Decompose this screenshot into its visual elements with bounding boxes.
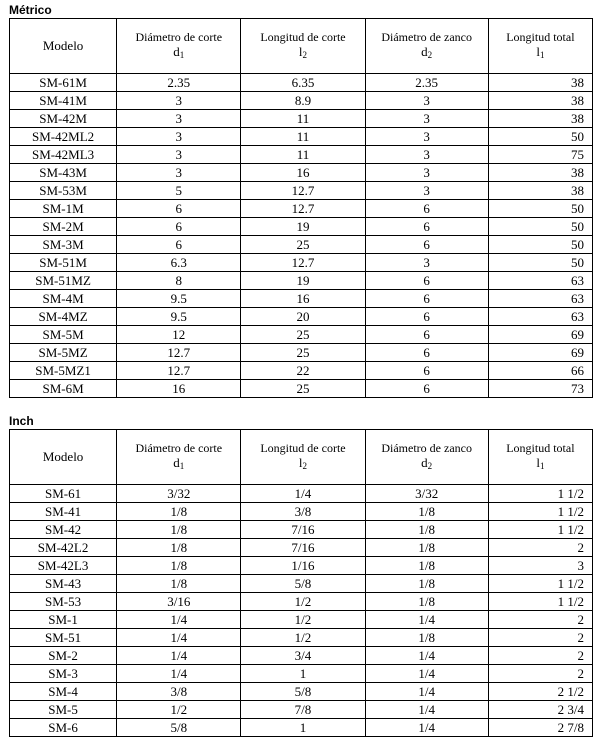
- cell-cut-diameter: 8: [117, 272, 241, 290]
- table-row: [10, 683, 593, 701]
- cell-total-length: 63: [488, 272, 592, 290]
- cell-shank-diameter: 6: [365, 218, 488, 236]
- table-row: [10, 362, 593, 380]
- cell-shank-diameter: 6: [365, 236, 488, 254]
- cell-cut-diameter: 3/8: [117, 683, 241, 701]
- cell-model: SM-2M: [10, 218, 117, 236]
- cell-shank-diameter: 1/8: [365, 521, 488, 539]
- inch-header-row: [10, 430, 593, 485]
- cell-total-length: 1 1/2: [488, 575, 592, 593]
- table-row: [10, 719, 593, 737]
- header-cut-diameter-label: Diámetro de corte: [135, 29, 223, 44]
- cell-model: SM-41: [10, 503, 117, 521]
- header-total-length-label: Longitud total: [506, 29, 575, 44]
- cell-total-length: 2 3/4: [488, 701, 592, 719]
- table-row: [10, 326, 593, 344]
- header-cut-length-label: Longitud de corte: [260, 29, 346, 44]
- cell-cut-diameter: 1/8: [117, 539, 241, 557]
- cell-model: SM-42: [10, 521, 117, 539]
- table-row: [10, 110, 593, 128]
- cell-cut-diameter: 6.3: [117, 254, 241, 272]
- cell-model: SM-4MZ: [10, 308, 117, 326]
- cell-cut-diameter: 1/4: [117, 665, 241, 683]
- cell-model: SM-41M: [10, 92, 117, 110]
- cell-model: SM-42L2: [10, 539, 117, 557]
- table-row: [10, 344, 593, 362]
- cell-shank-diameter: 1/4: [365, 683, 488, 701]
- cell-model: SM-2: [10, 647, 117, 665]
- cell-model: SM-5MZ: [10, 344, 117, 362]
- metric-table: [9, 18, 593, 398]
- cell-shank-diameter: 1/8: [365, 593, 488, 611]
- header-cut-length-subscript: 2: [302, 49, 308, 60]
- cell-shank-diameter: 6: [365, 200, 488, 218]
- table-row: [10, 575, 593, 593]
- header-cut-diameter-symbol: d: [173, 43, 180, 59]
- cell-total-length: 2: [488, 611, 592, 629]
- cell-cut-length: 22: [241, 362, 365, 380]
- header-total-length-subscript: 1: [539, 49, 545, 60]
- cell-shank-diameter: 3: [365, 164, 488, 182]
- header-cut-diameter: [117, 19, 241, 74]
- cell-model: SM-42ML2: [10, 128, 117, 146]
- header-shank-diameter: [365, 19, 488, 74]
- header-cut-diameter-symbol: d: [173, 454, 180, 470]
- cell-shank-diameter: 1/8: [365, 503, 488, 521]
- header-model: Modelo: [10, 430, 117, 485]
- cell-cut-length: 5/8: [241, 575, 365, 593]
- cell-shank-diameter: 1/4: [365, 665, 488, 683]
- cell-shank-diameter: 3: [365, 128, 488, 146]
- table-row: [10, 665, 593, 683]
- cell-model: SM-53M: [10, 182, 117, 200]
- table-row: [10, 629, 593, 647]
- cell-model: SM-51M: [10, 254, 117, 272]
- header-cut-length-symbol: l: [298, 454, 303, 470]
- cell-cut-diameter: 3: [117, 92, 241, 110]
- cell-total-length: 2 1/2: [488, 683, 592, 701]
- cell-cut-diameter: 2.35: [117, 74, 241, 92]
- cell-cut-length: 25: [241, 344, 365, 362]
- cell-cut-diameter: 1/4: [117, 647, 241, 665]
- cell-cut-diameter: 1/8: [117, 521, 241, 539]
- cell-shank-diameter: 1/8: [365, 557, 488, 575]
- cell-model: SM-4M: [10, 290, 117, 308]
- header-shank-diameter: [365, 430, 488, 485]
- metric-header-row: [10, 19, 593, 74]
- header-total-length: [488, 19, 592, 74]
- cell-cut-length: 16: [241, 164, 365, 182]
- header-cut-diameter-subscript: 1: [179, 460, 185, 471]
- cell-total-length: 2: [488, 647, 592, 665]
- cell-shank-diameter: 1/8: [365, 629, 488, 647]
- cell-cut-length: 1: [241, 665, 365, 683]
- cell-model: SM-4: [10, 683, 117, 701]
- cell-shank-diameter: 3: [365, 92, 488, 110]
- cell-cut-length: 1/2: [241, 629, 365, 647]
- cell-cut-length: 1/16: [241, 557, 365, 575]
- header-model: Modelo: [10, 19, 117, 74]
- header-total-length-symbol: l: [536, 454, 540, 470]
- cell-total-length: 3: [488, 557, 592, 575]
- header-cut-length: [241, 430, 365, 485]
- cell-cut-diameter: 1/2: [117, 701, 241, 719]
- cell-total-length: 2: [488, 539, 592, 557]
- cell-shank-diameter: 1/4: [365, 611, 488, 629]
- header-cut-diameter: [117, 430, 241, 485]
- cell-cut-length: 11: [241, 110, 365, 128]
- inch-title: Inch: [9, 414, 34, 428]
- cell-total-length: 1 1/2: [488, 593, 592, 611]
- table-row: [10, 485, 593, 503]
- header-shank-diameter-symbol: d: [421, 454, 428, 470]
- cell-shank-diameter: 6: [365, 290, 488, 308]
- cell-shank-diameter: 6: [365, 272, 488, 290]
- table-row: [10, 146, 593, 164]
- cell-cut-diameter: 1/4: [117, 611, 241, 629]
- table-row: [10, 128, 593, 146]
- table-row: [10, 236, 593, 254]
- cell-cut-diameter: 12.7: [117, 362, 241, 380]
- header-cut-length-subscript: 2: [302, 460, 308, 471]
- cell-shank-diameter: 3/32: [365, 485, 488, 503]
- cell-shank-diameter: 6: [365, 326, 488, 344]
- table-row: [10, 254, 593, 272]
- cell-total-length: 1 1/2: [488, 485, 592, 503]
- table-row: [10, 557, 593, 575]
- cell-model: SM-5: [10, 701, 117, 719]
- cell-model: SM-42M: [10, 110, 117, 128]
- cell-cut-diameter: 12.7: [117, 344, 241, 362]
- table-row: [10, 503, 593, 521]
- cell-model: SM-42ML3: [10, 146, 117, 164]
- inch-body: [10, 485, 593, 737]
- table-row: [10, 539, 593, 557]
- cell-model: SM-5MZ1: [10, 362, 117, 380]
- cell-model: SM-43: [10, 575, 117, 593]
- table-row: [10, 701, 593, 719]
- cell-total-length: 73: [488, 380, 592, 398]
- cell-cut-length: 12.7: [241, 200, 365, 218]
- cell-cut-length: 3/4: [241, 647, 365, 665]
- table-row: [10, 593, 593, 611]
- cell-total-length: 2 7/8: [488, 719, 592, 737]
- cell-model: SM-1M: [10, 200, 117, 218]
- cell-shank-diameter: 1/4: [365, 701, 488, 719]
- cell-cut-diameter: 1/8: [117, 575, 241, 593]
- cell-shank-diameter: 3: [365, 182, 488, 200]
- metric-title: Métrico: [9, 3, 52, 17]
- cell-cut-length: 19: [241, 272, 365, 290]
- cell-shank-diameter: 6: [365, 380, 488, 398]
- cell-model: SM-61M: [10, 74, 117, 92]
- cell-shank-diameter: 3: [365, 110, 488, 128]
- cell-model: SM-3M: [10, 236, 117, 254]
- header-shank-diameter-subscript: 2: [427, 460, 433, 471]
- cell-cut-length: 12.7: [241, 182, 365, 200]
- inch-table: [9, 429, 593, 737]
- cell-shank-diameter: 1/8: [365, 575, 488, 593]
- table-row: [10, 164, 593, 182]
- cell-cut-length: 7/16: [241, 539, 365, 557]
- cell-cut-length: 25: [241, 236, 365, 254]
- cell-shank-diameter: 1/8: [365, 539, 488, 557]
- cell-cut-length: 11: [241, 128, 365, 146]
- cell-shank-diameter: 6: [365, 362, 488, 380]
- cell-shank-diameter: 3: [365, 146, 488, 164]
- cell-cut-length: 6.35: [241, 74, 365, 92]
- cell-shank-diameter: 6: [365, 308, 488, 326]
- cell-shank-diameter: 2.35: [365, 74, 488, 92]
- cell-cut-diameter: 1/8: [117, 503, 241, 521]
- table-row: [10, 74, 593, 92]
- cell-model: SM-51MZ: [10, 272, 117, 290]
- cell-total-length: 69: [488, 344, 592, 362]
- table-row: [10, 380, 593, 398]
- cell-cut-diameter: 3/32: [117, 485, 241, 503]
- cell-cut-length: 1/2: [241, 611, 365, 629]
- header-cut-length: [241, 19, 365, 74]
- cell-model: SM-5M: [10, 326, 117, 344]
- table-row: [10, 92, 593, 110]
- header-shank-diameter-label: Diámetro de zanco: [381, 440, 472, 455]
- cell-model: SM-6M: [10, 380, 117, 398]
- cell-total-length: 50: [488, 200, 592, 218]
- cell-cut-length: 3/8: [241, 503, 365, 521]
- cell-total-length: 50: [488, 236, 592, 254]
- cell-model: SM-42L3: [10, 557, 117, 575]
- table-row: [10, 182, 593, 200]
- cell-model: SM-6: [10, 719, 117, 737]
- cell-total-length: 38: [488, 110, 592, 128]
- header-total-length-subscript: 1: [539, 460, 545, 471]
- cell-total-length: 75: [488, 146, 592, 164]
- metric-body: [10, 74, 593, 398]
- cell-cut-diameter: 6: [117, 200, 241, 218]
- cell-cut-length: 1: [241, 719, 365, 737]
- table-row: [10, 521, 593, 539]
- table-row: [10, 290, 593, 308]
- cell-total-length: 1 1/2: [488, 503, 592, 521]
- cell-cut-diameter: 3: [117, 110, 241, 128]
- cell-cut-diameter: 3: [117, 146, 241, 164]
- table-row: [10, 218, 593, 236]
- cell-total-length: 50: [488, 254, 592, 272]
- cell-cut-diameter: 6: [117, 236, 241, 254]
- cell-total-length: 2: [488, 665, 592, 683]
- cell-total-length: 50: [488, 128, 592, 146]
- cell-model: SM-51: [10, 629, 117, 647]
- cell-shank-diameter: 1/4: [365, 647, 488, 665]
- cell-cut-diameter: 1/4: [117, 629, 241, 647]
- header-cut-diameter-subscript: 1: [179, 49, 185, 60]
- cell-model: SM-61: [10, 485, 117, 503]
- cell-cut-length: 1/2: [241, 593, 365, 611]
- cell-cut-length: 8.9: [241, 92, 365, 110]
- cell-total-length: 2: [488, 629, 592, 647]
- cell-cut-length: 16: [241, 290, 365, 308]
- header-shank-diameter-subscript: 2: [427, 49, 433, 60]
- cell-model: SM-43M: [10, 164, 117, 182]
- cell-cut-diameter: 12: [117, 326, 241, 344]
- cell-cut-length: 1/4: [241, 485, 365, 503]
- cell-cut-length: 25: [241, 326, 365, 344]
- header-total-length-label: Longitud total: [506, 440, 575, 455]
- cell-cut-length: 19: [241, 218, 365, 236]
- cell-model: SM-1: [10, 611, 117, 629]
- cell-shank-diameter: 1/4: [365, 719, 488, 737]
- header-cut-length-symbol: l: [298, 43, 303, 59]
- cell-cut-diameter: 16: [117, 380, 241, 398]
- cell-cut-length: 7/16: [241, 521, 365, 539]
- cell-total-length: 69: [488, 326, 592, 344]
- cell-total-length: 38: [488, 182, 592, 200]
- cell-cut-diameter: 3/16: [117, 593, 241, 611]
- cell-total-length: 38: [488, 74, 592, 92]
- header-cut-diameter-label: Diámetro de corte: [135, 440, 223, 455]
- cell-model: SM-53: [10, 593, 117, 611]
- cell-cut-length: 5/8: [241, 683, 365, 701]
- cell-model: SM-3: [10, 665, 117, 683]
- header-total-length-symbol: l: [536, 43, 540, 59]
- cell-total-length: 63: [488, 308, 592, 326]
- cell-cut-length: 25: [241, 380, 365, 398]
- cell-cut-diameter: 5: [117, 182, 241, 200]
- table-row: [10, 200, 593, 218]
- cell-cut-length: 20: [241, 308, 365, 326]
- cell-total-length: 38: [488, 164, 592, 182]
- cell-cut-length: 7/8: [241, 701, 365, 719]
- cell-cut-length: 11: [241, 146, 365, 164]
- cell-total-length: 38: [488, 92, 592, 110]
- header-shank-diameter-label: Diámetro de zanco: [381, 29, 472, 44]
- cell-cut-diameter: 9.5: [117, 308, 241, 326]
- cell-total-length: 63: [488, 290, 592, 308]
- cell-cut-diameter: 5/8: [117, 719, 241, 737]
- cell-shank-diameter: 6: [365, 344, 488, 362]
- table-row: [10, 611, 593, 629]
- cell-cut-diameter: 3: [117, 164, 241, 182]
- header-cut-length-label: Longitud de corte: [260, 440, 346, 455]
- cell-total-length: 1 1/2: [488, 521, 592, 539]
- cell-cut-diameter: 9.5: [117, 290, 241, 308]
- cell-cut-diameter: 1/8: [117, 557, 241, 575]
- table-row: [10, 272, 593, 290]
- table-row: [10, 308, 593, 326]
- header-total-length: [488, 430, 592, 485]
- cell-cut-diameter: 6: [117, 218, 241, 236]
- cell-total-length: 66: [488, 362, 592, 380]
- cell-cut-diameter: 3: [117, 128, 241, 146]
- cell-cut-length: 12.7: [241, 254, 365, 272]
- header-shank-diameter-symbol: d: [421, 43, 428, 59]
- cell-total-length: 50: [488, 218, 592, 236]
- cell-shank-diameter: 3: [365, 254, 488, 272]
- table-row: [10, 647, 593, 665]
